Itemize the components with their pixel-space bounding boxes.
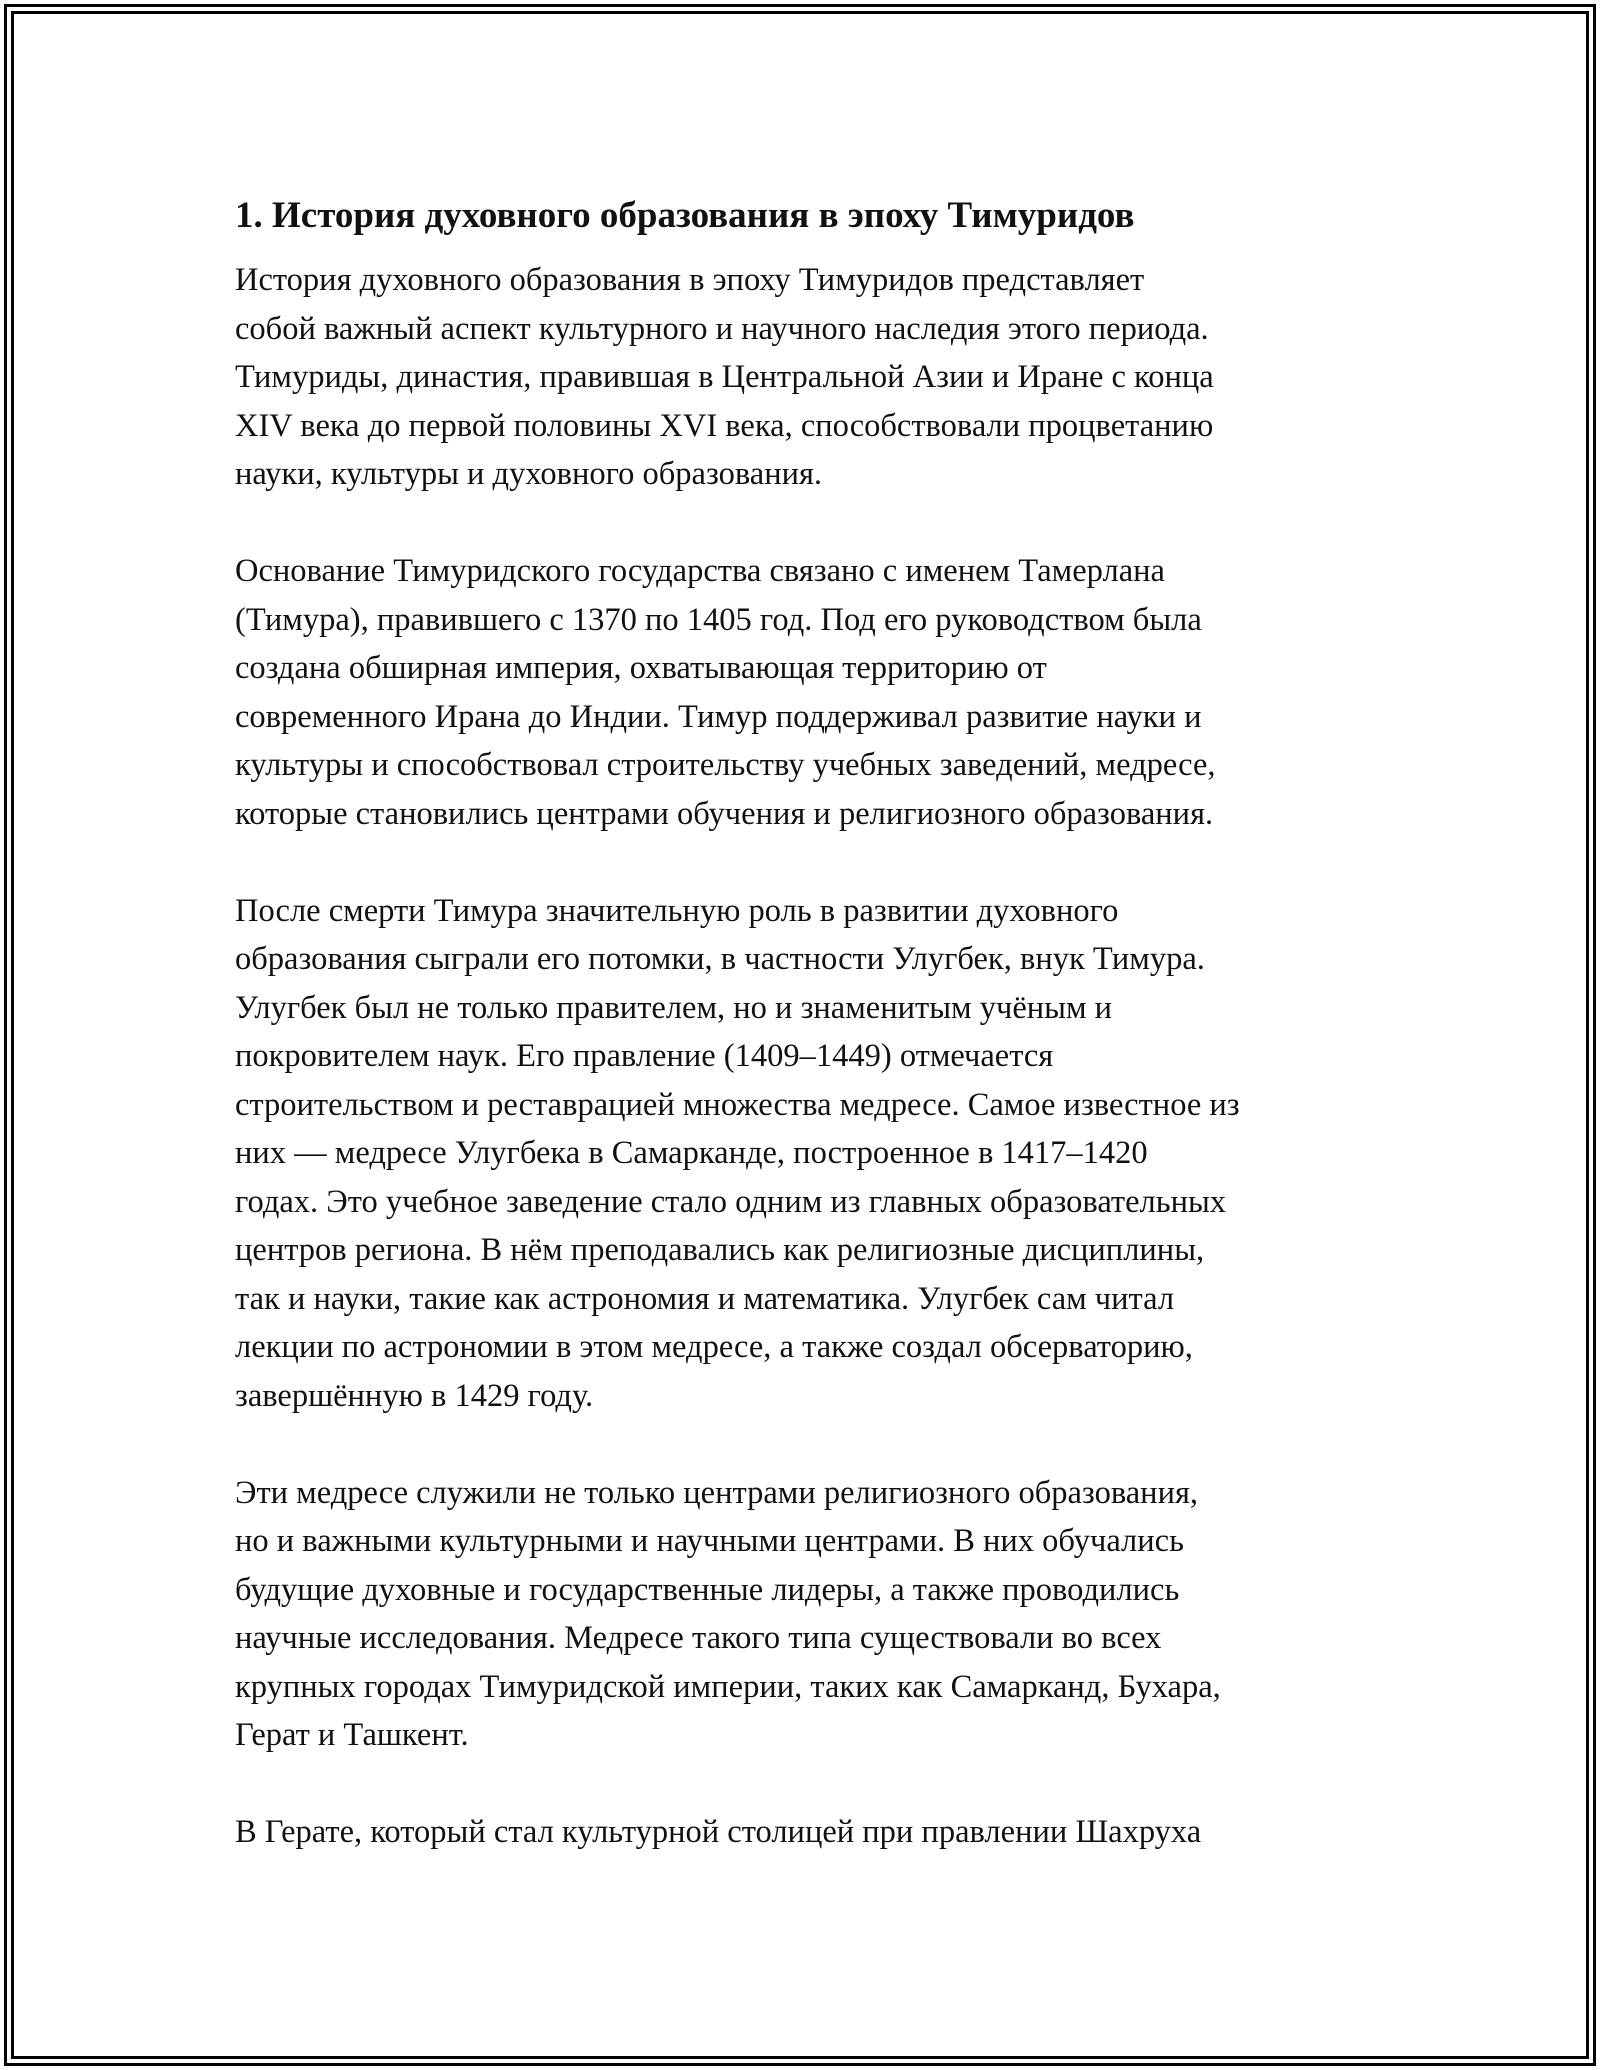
text-line: центров региона. В нём преподавались как религиозные дисциплины, <box>235 1232 1205 1268</box>
text-line: лекции по астрономии в этом медресе, а также создал обсерваторию, <box>235 1329 1193 1365</box>
text-line: В Герате, который стал культурной столицей при правлении Шахруха <box>235 1814 1202 1850</box>
text-line: Улугбек был не только правителем, но и знаменитым учёным и <box>235 989 1113 1026</box>
text-line: культуры и способствовал строительству учебных заведений, медресе, <box>235 747 1216 783</box>
text-line: После смерти Тимура значительную роль в развитии духовного <box>235 892 1119 929</box>
text-line: Основание Тимуридского государства связано с именем Тамерлана <box>235 553 1165 589</box>
text-line: науки, культуры и духовного образования. <box>235 456 823 492</box>
paragraph <box>235 256 1375 499</box>
paragraph <box>235 1469 1375 1760</box>
text-line: но и важными культурными и научными центрами. В них обучались <box>235 1523 1184 1559</box>
text-line: строительством и реставрацией множества медресе. Самое известное из <box>235 1086 1240 1123</box>
text-line: Тимуриды, династия, правившая в Центральной Азии и Иране с конца <box>235 359 1214 395</box>
text-line: крупных городах Тимуридской империи, таких как Самарканд, Бухара, <box>235 1668 1221 1705</box>
text-line: которые становились центрами обучения и религиозного образования. <box>235 795 1214 832</box>
text-line: (Тимура), правившего с 1370 по 1405 год. Под его руководством была <box>235 601 1202 638</box>
text-line: образования сыграли его потомки, в частности Улугбек, внук Тимура. <box>235 941 1205 977</box>
text-line: Эти медресе служили не только центрами религиозного образования, <box>235 1474 1199 1511</box>
document-body <box>235 188 1375 1905</box>
text-line: покровителем наук. Его правление (1409–1449) отмечается <box>235 1038 1054 1074</box>
text-line: XIV века до первой половины XVI века, способствовали процветанию <box>235 407 1214 444</box>
paragraph <box>235 547 1375 838</box>
text-line: Герат и Ташкент. <box>235 1717 469 1753</box>
text-line: годах. Это учебное заведение стало одним из главных образовательных <box>235 1183 1227 1220</box>
text-line: современного Ирана до Индии. Тимур поддерживал развитие науки и <box>235 698 1202 735</box>
text-line: научные исследования. Медресе такого типа существовали во всех <box>235 1620 1162 1656</box>
text-line: так и науки, такие как астрономия и математика. Улугбек сам читал <box>235 1280 1175 1317</box>
paragraph <box>235 1808 1375 1857</box>
text-line: создана обширная империя, охватывающая территорию от <box>235 650 1047 686</box>
section-heading: 1. История духовного образования в эпоху Тимуридов <box>235 195 1135 236</box>
text-line: них — медресе Улугбека в Самарканде, построенное в 1417–1420 <box>235 1135 1148 1171</box>
text-line: завершённую в 1429 году. <box>235 1377 594 1414</box>
paragraph <box>235 887 1375 1421</box>
text-line: собой важный аспект культурного и научного наследия этого периода. <box>235 310 1209 347</box>
text-line: будущие духовные и государственные лидеры, а также проводились <box>235 1571 1180 1608</box>
text-line: История духовного образования в эпоху Тимуридов представляет <box>235 262 1145 298</box>
